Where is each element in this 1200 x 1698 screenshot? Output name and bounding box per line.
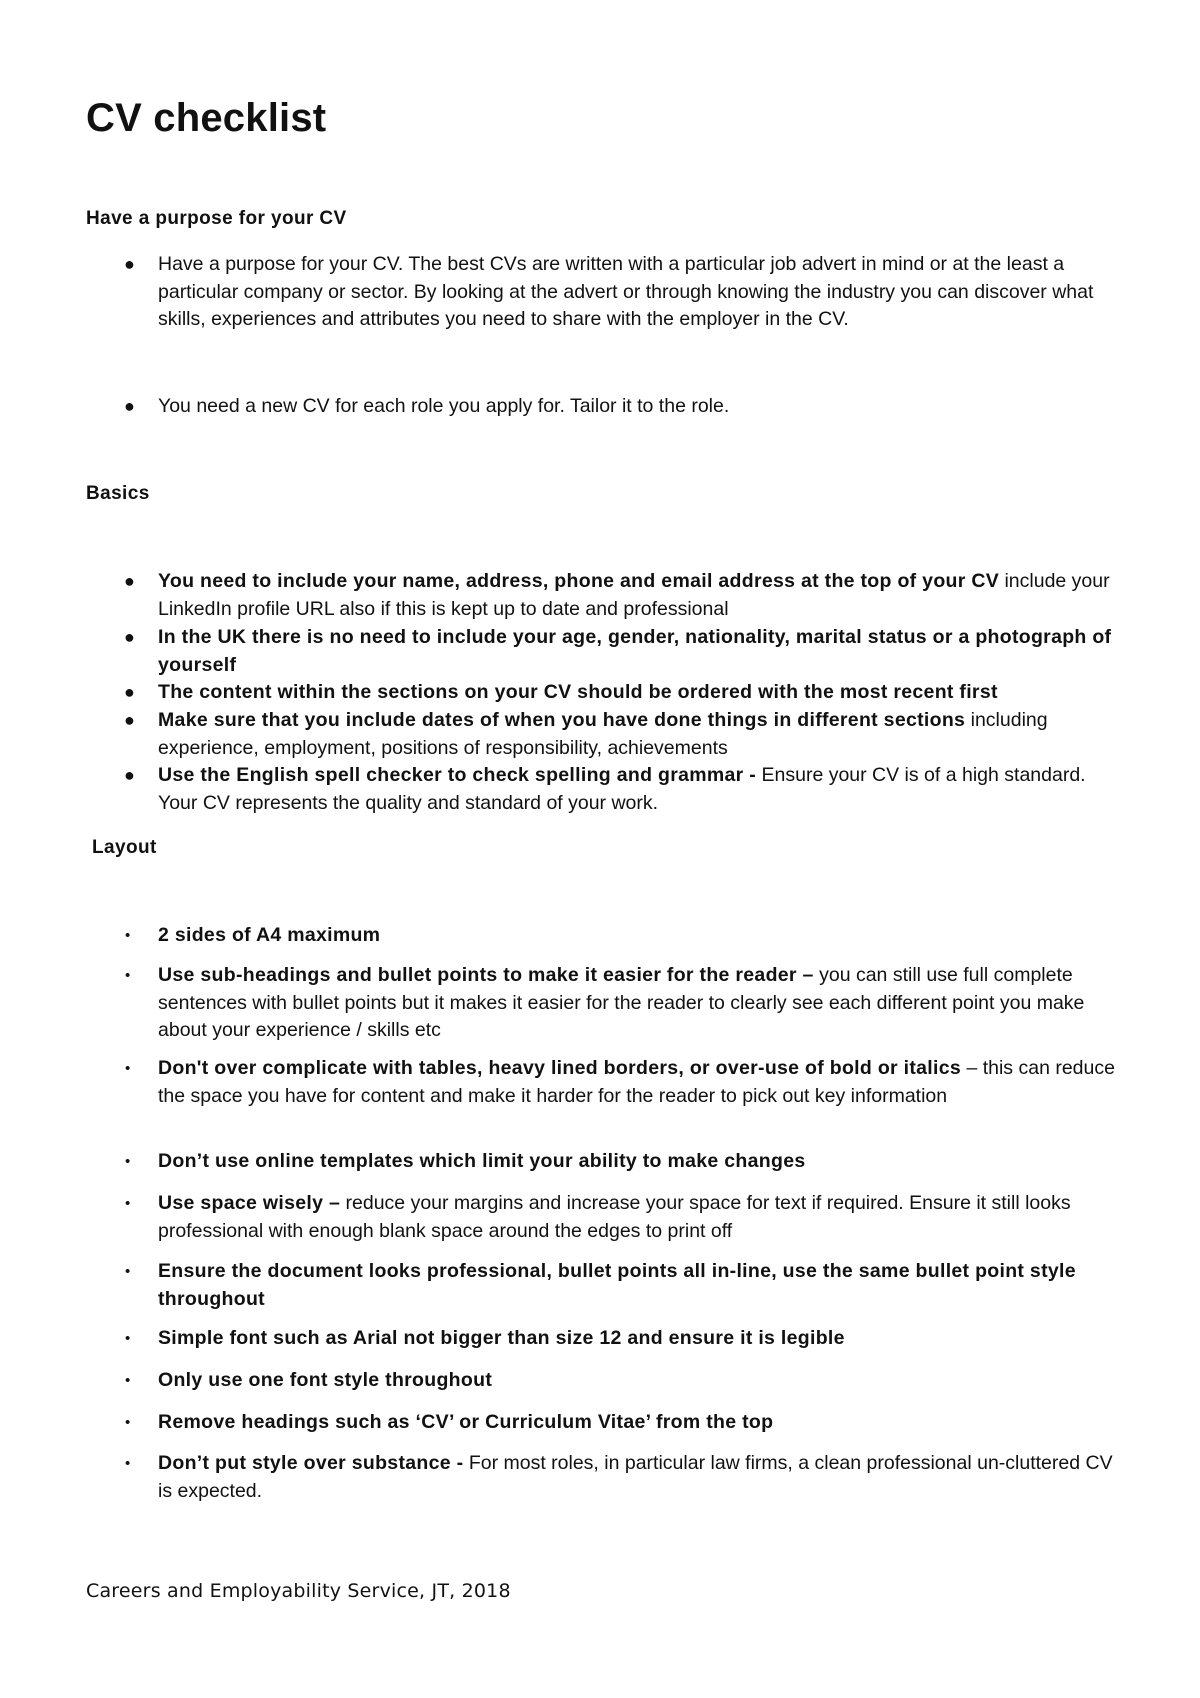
list-item xyxy=(124,251,1128,334)
list-item xyxy=(125,1055,1128,1110)
item-bold-text: Don’t put style over substance - xyxy=(158,1452,464,1474)
item-text: Have a purpose for your CV. The best CVs are written with a particular job advert in mind or at the least a particular company or sector. By looking at the advert or through knowing the industry you can discover what skills, experiences and attributes you need to share with the employer in the CV. xyxy=(158,253,1094,330)
bullet-icon: • xyxy=(125,1195,131,1212)
bullet-icon: • xyxy=(125,1263,131,1280)
list-item xyxy=(125,1367,1128,1395)
item-bold-text: Ensure the document looks professional, bullet points all in-line, use the same bullet point style throughout xyxy=(158,1260,1076,1310)
bullet-icon: • xyxy=(125,1372,131,1389)
item-bold-text: The content within the sections on your CV should be ordered with the most recent first xyxy=(158,681,998,703)
list-item xyxy=(125,962,1128,1045)
item-bold-text: Use sub-headings and bullet points to make it easier for the reader – xyxy=(158,964,814,986)
bullet-icon: • xyxy=(125,1060,131,1077)
list-item xyxy=(124,568,1128,623)
item-text: – this can reduce the space you have for content and make it harder for the reader to pick out key information xyxy=(158,1057,1115,1107)
list-item xyxy=(125,922,1128,950)
item-bold-text: Don't over complicate with tables, heavy lined borders, or over-use of bold or italics xyxy=(158,1057,962,1079)
bullet-icon: • xyxy=(125,1455,131,1472)
bullet-icon: • xyxy=(125,967,131,984)
bullet-icon: • xyxy=(125,927,131,944)
document-title: CV checklist xyxy=(86,96,327,140)
list-item xyxy=(124,707,1128,762)
bullet-icon: ● xyxy=(124,254,135,274)
list-item xyxy=(125,1325,1128,1353)
list-item xyxy=(125,1190,1128,1245)
section-heading-layout: Layout xyxy=(92,837,157,858)
item-bold-text: Use the English spell checker to check spelling and grammar - xyxy=(158,764,757,786)
bullet-icon: ● xyxy=(124,765,135,785)
section-heading-basics: Basics xyxy=(86,483,150,504)
list-item xyxy=(125,1258,1128,1313)
bullet-icon: ● xyxy=(124,627,135,647)
item-bold-text: Simple font such as Arial not bigger than size 12 and ensure it is legible xyxy=(158,1327,845,1349)
bullet-icon: ● xyxy=(124,710,135,730)
bullet-icon: • xyxy=(125,1153,131,1170)
list-item xyxy=(125,1450,1128,1505)
item-text: You need a new CV for each role you apply for. Tailor it to the role. xyxy=(158,395,730,417)
bullet-icon: ● xyxy=(124,396,135,416)
item-bold-text: In the UK there is no need to include your age, gender, nationality, marital status or a photograph of yourself xyxy=(158,626,1112,676)
item-bold-text: Remove headings such as ‘CV’ or Curriculum Vitae’ from the top xyxy=(158,1411,774,1433)
item-bold-text: You need to include your name, address, phone and email address at the top of your CV xyxy=(158,570,1000,592)
list-item xyxy=(124,393,1128,421)
section-heading-purpose: Have a purpose for your CV xyxy=(86,208,347,229)
list-item xyxy=(125,1148,1128,1176)
list-item xyxy=(124,624,1128,679)
bullet-icon: ● xyxy=(124,682,135,702)
item-bold-text: Don’t use online templates which limit your ability to make changes xyxy=(158,1150,806,1172)
item-text: including experience, employment, positions of responsibility, achievements xyxy=(158,709,1048,759)
bullet-icon: • xyxy=(125,1330,131,1347)
bullet-icon: • xyxy=(125,1414,131,1431)
item-bold-text: Use space wisely – xyxy=(158,1192,341,1214)
item-text: include your LinkedIn profile URL also if this is kept up to date and professional xyxy=(158,570,1110,620)
item-bold-text: Only use one font style throughout xyxy=(158,1369,493,1391)
item-text: Ensure your CV is of a high standard. Your CV represents the quality and standard of your work. xyxy=(158,764,1086,814)
item-bold-text: 2 sides of A4 maximum xyxy=(158,924,381,946)
bullet-icon: ● xyxy=(124,571,135,591)
page-footer: Careers and Employability Service, JT, 2018 xyxy=(86,1580,511,1602)
list-item xyxy=(124,679,1128,707)
item-text: you can still use full complete sentences with bullet points but it makes it easier for the reader to clearly see each different point you make about your experience / skills etc xyxy=(158,964,1085,1041)
list-item xyxy=(125,1409,1128,1437)
item-text: reduce your margins and increase your space for text if required. Ensure it still looks professional with enough blank space around the edges to print off xyxy=(158,1192,1071,1242)
item-text: For most roles, in particular law firms, a clean professional un-cluttered CV is expected. xyxy=(158,1452,1113,1502)
item-bold-text: Make sure that you include dates of when you have done things in different sections xyxy=(158,709,966,731)
list-item xyxy=(124,762,1128,817)
